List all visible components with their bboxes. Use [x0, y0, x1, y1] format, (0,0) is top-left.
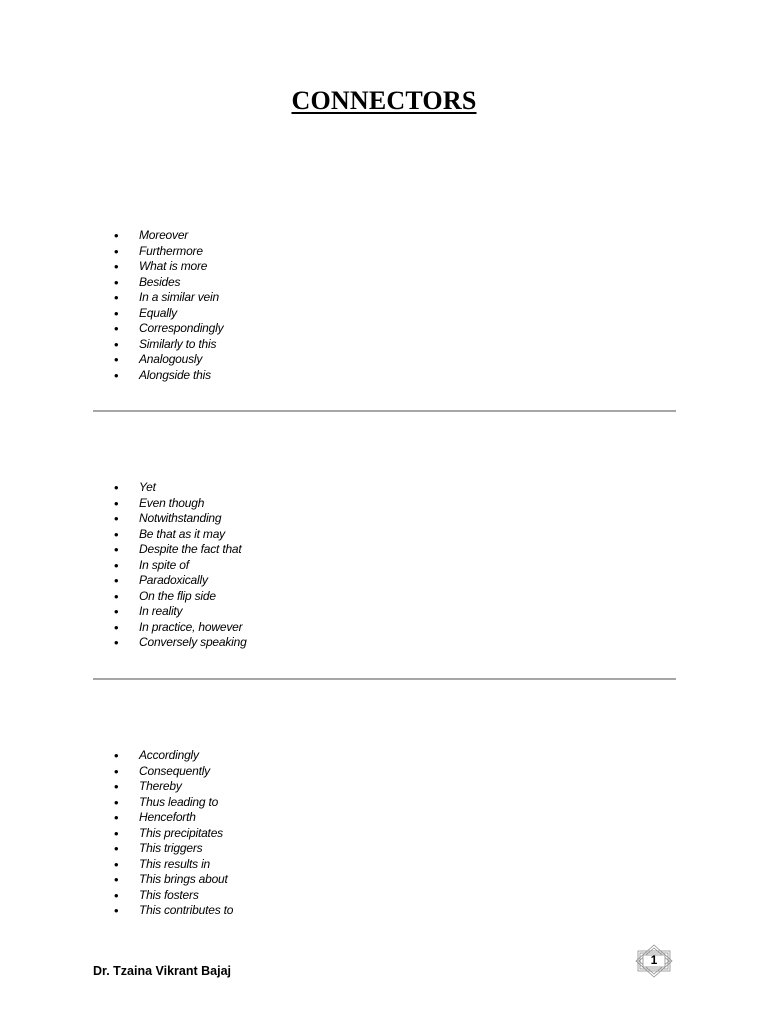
list-item: • Similarly to this: [0, 337, 223, 353]
list-item: • This precipitates: [0, 826, 233, 842]
list-item: • Thereby: [0, 779, 233, 795]
list-item: • Even though: [0, 496, 247, 512]
page-number: 1: [650, 953, 658, 967]
list-item: • Furthermore: [0, 244, 223, 260]
list-item: • In a similar vein: [0, 290, 223, 306]
list-item: • Correspondingly: [0, 321, 223, 337]
list-item: • What is more: [0, 259, 223, 275]
list-item: • Consequently: [0, 764, 233, 780]
list-item: • In practice, however: [0, 620, 247, 636]
list-item: • Be that as it may: [0, 527, 247, 543]
list-item: • Moreover: [0, 228, 223, 244]
list-item: • Besides: [0, 275, 223, 291]
page-number-badge: [634, 944, 674, 978]
list-item: • Conversely speaking: [0, 635, 247, 651]
list-item: • This results in: [0, 857, 233, 873]
list-item: • In spite of: [0, 558, 247, 574]
list-item: • On the flip side: [0, 589, 247, 605]
list-item: • Thus leading to: [0, 795, 233, 811]
list-item: • In reality: [0, 604, 247, 620]
section-divider: [93, 678, 676, 680]
list-item: • This triggers: [0, 841, 233, 857]
document-title: [0, 86, 768, 116]
list-item: • This brings about: [0, 872, 233, 888]
connector-list-contrast: [0, 480, 247, 651]
list-item: • This fosters: [0, 888, 233, 904]
list-item: • Paradoxically: [0, 573, 247, 589]
list-item: • Alongside this: [0, 368, 223, 384]
list-item: • Notwithstanding: [0, 511, 247, 527]
section-divider: [93, 410, 676, 412]
connector-list-consequence: [0, 748, 233, 919]
footer-author: Dr. Tzaina Vikrant Bajaj: [93, 964, 232, 978]
list-item: • Henceforth: [0, 810, 233, 826]
list-item: • Accordingly: [0, 748, 233, 764]
connector-list-addition: [0, 228, 223, 383]
list-item: • Yet: [0, 480, 247, 496]
list-item: • Despite the fact that: [0, 542, 247, 558]
list-item: • Analogously: [0, 352, 223, 368]
document-title-text: CONNECTORS: [291, 86, 477, 115]
list-item: • Equally: [0, 306, 223, 322]
list-item: • This contributes to: [0, 903, 233, 919]
